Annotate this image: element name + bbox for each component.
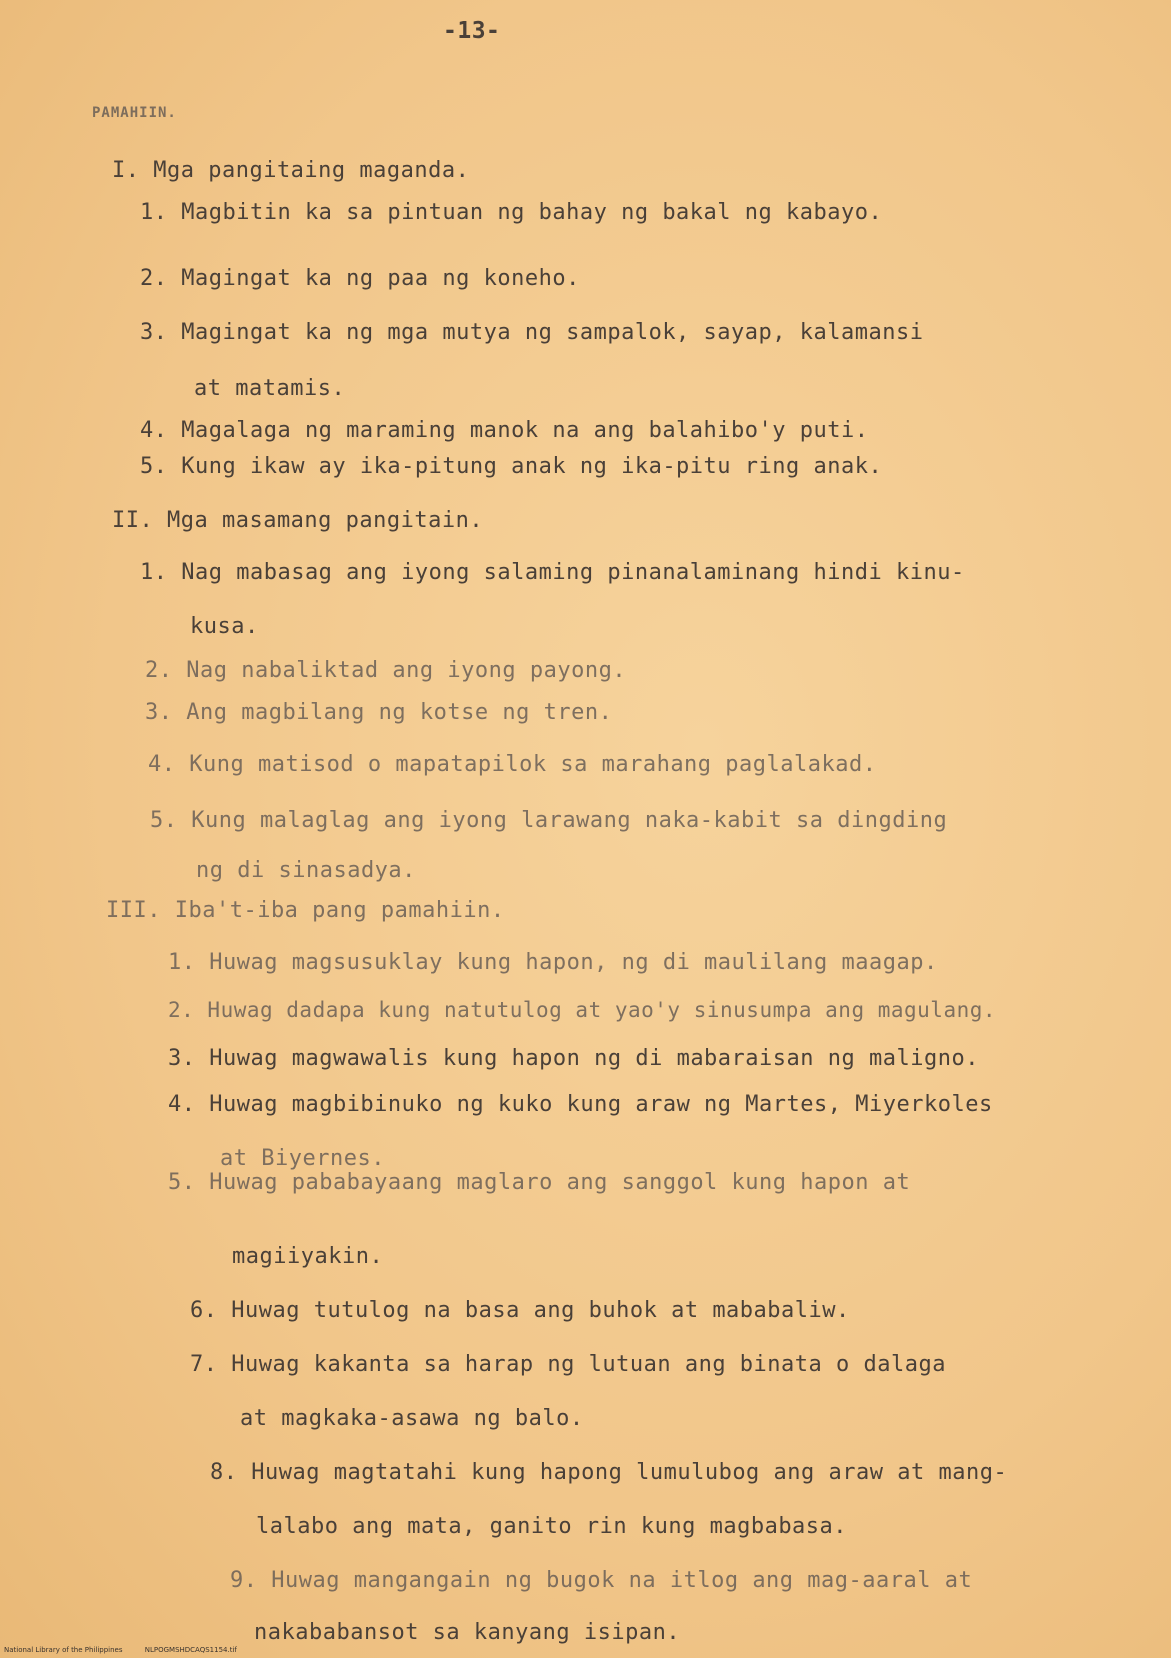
list-item: 3. Huwag magwawalis kung hapon ng di mabaraisan ng maligno. (168, 1046, 979, 1071)
footer-file: NLPOGMSHDCAQS1154.tif (144, 1646, 237, 1654)
list-item: 5. Kung ikaw ay ika-pitung anak ng ika-pitu ring anak. (140, 454, 883, 479)
list-item: magiiyakin. (232, 1244, 384, 1269)
list-item: 7. Huwag kakanta sa harap ng lutuan ang binata o dalaga (190, 1352, 946, 1377)
list-item: 5. Huwag pababayaang maglaro ang sanggol kung hapon at (168, 1170, 911, 1195)
section-heading-1: I. Mga pangitaing maganda. (112, 158, 470, 183)
list-item: nakababansot sa kanyang isipan. (254, 1620, 681, 1645)
list-item: 8. Huwag magtatahi kung hapong lumulubog ang araw at mang- (210, 1460, 1008, 1485)
footer-library: National Library of the Philippines (4, 1646, 123, 1654)
list-item: 3. Magingat ka ng mga mutya ng sampalok, sayap, kalamansi (140, 320, 924, 345)
list-item: 9. Huwag mangangain ng bugok na itlog ang mag-aaral at (230, 1568, 973, 1593)
list-item: 2. Magingat ka ng paa ng koneho. (140, 266, 580, 291)
list-item: 5. Kung malaglag ang iyong larawang naka-kabit sa dingding (150, 808, 948, 833)
list-item: 4. Huwag magbibinuko ng kuko kung araw ng Martes, Miyerkoles (168, 1092, 993, 1117)
list-item: 2. Nag nabaliktad ang iyong payong. (145, 658, 627, 683)
list-item: 2. Huwag dadapa kung natutulog at yao'y sinusumpa ang magulang. (168, 998, 997, 1022)
list-item: 3. Ang magbilang ng kotse ng tren. (145, 700, 613, 725)
scan-footer (4, 1646, 257, 1654)
list-item: at matamis. (194, 376, 346, 401)
list-item: lalabo ang mata, ganito rin kung magbabasa. (256, 1514, 848, 1539)
list-item: 6. Huwag tutulog na basa ang buhok at mababaliw. (190, 1298, 850, 1323)
list-item: 1. Huwag magsusuklay kung hapon, ng di maulilang maagap. (168, 950, 938, 975)
list-item: at magkaka-asawa ng balo. (240, 1406, 584, 1431)
section-header: PAMAHIIN. (92, 105, 177, 121)
list-item: 4. Magalaga ng maraming manok na ang balahibo'y puti. (140, 418, 869, 443)
list-item: 1. Nag mabasag ang iyong salaming pinanalaminang hindi kinu- (140, 560, 965, 585)
list-item: kusa. (190, 614, 259, 639)
list-item: at Biyernes. (220, 1146, 385, 1171)
list-item: 4. Kung matisod o mapatapilok sa marahang paglalakad. (148, 752, 877, 777)
list-item: ng di sinasadya. (196, 858, 416, 883)
section-heading-3: III. Iba't-iba pang pamahiin. (106, 898, 505, 923)
section-heading-2: II. Mga masamang pangitain. (112, 508, 484, 533)
page-number: -13- (443, 18, 501, 44)
list-item: 1. Magbitin ka sa pintuan ng bahay ng bakal ng kabayo. (140, 200, 883, 225)
